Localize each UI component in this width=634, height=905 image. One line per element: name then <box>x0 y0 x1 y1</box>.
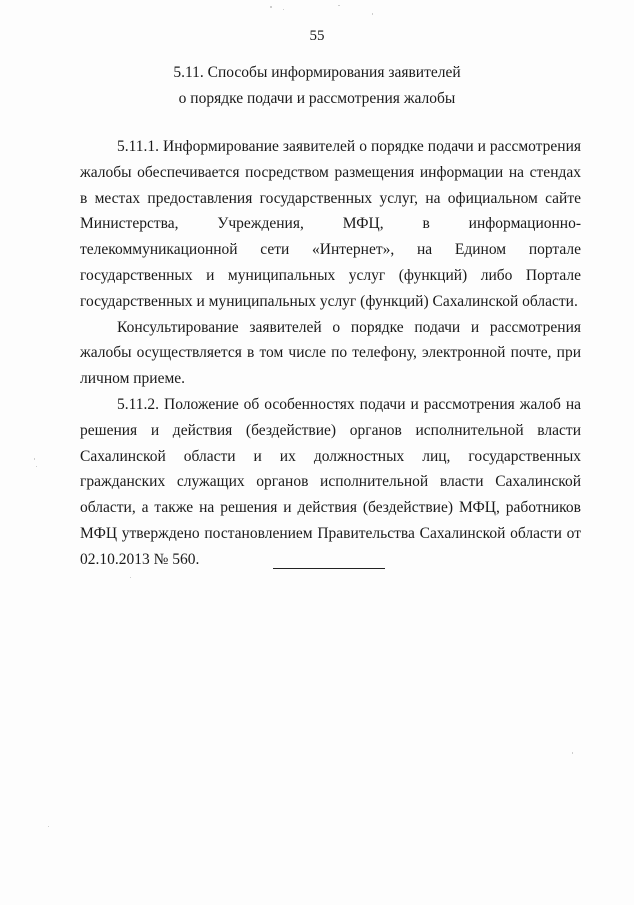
paragraph: Консультирование заявителей о порядке подачи и рассмотрения жалобы осуществляется в том числе по телефону, электронной почте, при личном приеме. <box>80 318 581 388</box>
section-title <box>0 60 634 112</box>
scan-speck <box>572 752 573 754</box>
page-number: 55 <box>309 28 325 44</box>
scan-speck <box>48 826 49 827</box>
separator-line <box>273 568 385 569</box>
scan-speck <box>372 13 373 15</box>
paragraph: 5.11.2. Положение об особенностях подачи и рассмотрения жалоб на решения и действия (бездействие) органов исполнительной власти Сахалинской области и их должностных лиц, государственных гражданских служащих органов исполнительной власти Сахалинской области, а также на решения и действия (бездействие) МФЦ, работников МФЦ утверждено постановлением Правительства Сахалинской области от 02.10.2013 № 560. <box>80 395 581 568</box>
paragraph: 5.11.1. Информирование заявителей о порядке подачи и рассмотрения жалобы обеспечивается посредством размещения информации на стендах в местах предоставления государственных услуг, на официальном сайте Министерства, Учреждения, МФЦ, в информационно-телекоммуникационной сети «Интернет», на Едином портале государственных и муниципальных услуг (функций) либо Портале государственных и муниципальных услуг (функций) Сахалинской области. <box>80 138 581 310</box>
body-text <box>80 134 581 573</box>
scan-speck <box>283 9 284 10</box>
scan-speck <box>338 5 340 6</box>
scan-speck <box>270 6 272 8</box>
section-title-line-1: 5.11. Способы информирования заявителей <box>173 64 461 81</box>
scan-speck <box>130 577 131 578</box>
scan-speck <box>34 458 35 460</box>
section-title-line-2: о порядке подачи и рассмотрения жалобы <box>178 90 456 107</box>
scan-speck <box>36 466 37 467</box>
